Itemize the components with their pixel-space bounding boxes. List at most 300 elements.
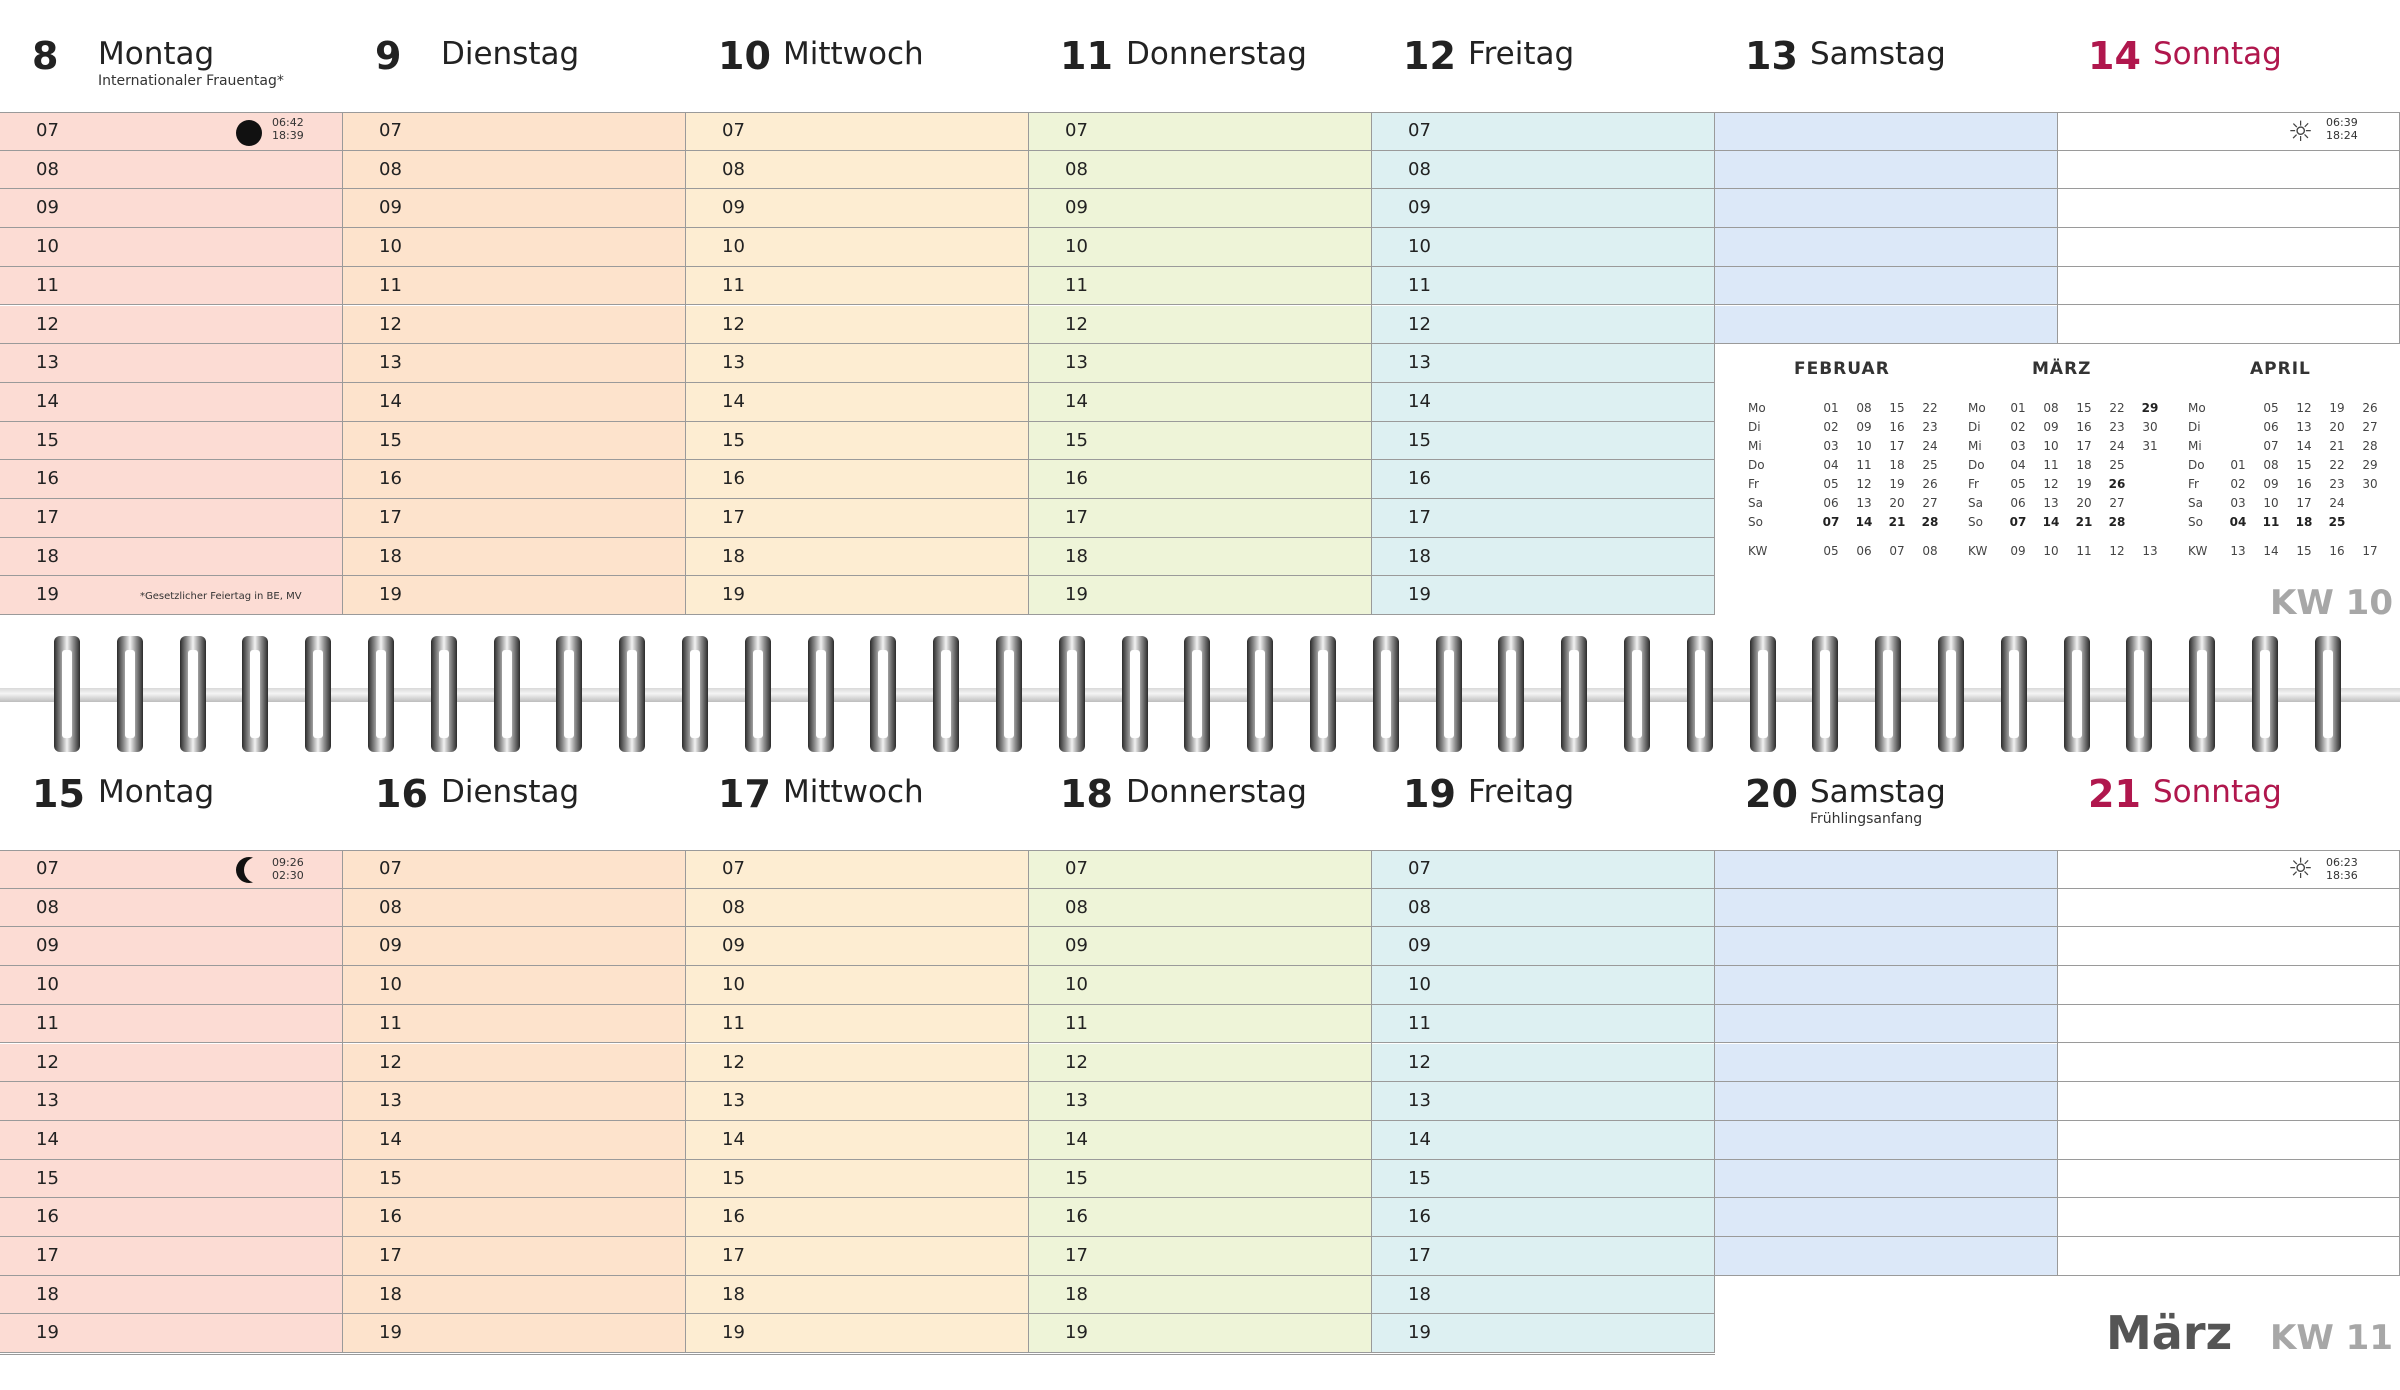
- hour-label: 09: [379, 935, 402, 957]
- time-slot[interactable]: [343, 850, 686, 889]
- hour-label: 16: [1065, 468, 1088, 490]
- time-slot[interactable]: [2058, 1044, 2400, 1083]
- hour-label: 09: [36, 935, 59, 957]
- time-slot[interactable]: [1029, 383, 1372, 422]
- time-slot[interactable]: [1372, 927, 1715, 966]
- time-slot[interactable]: [0, 422, 343, 461]
- mini-calendar-date: 06: [2263, 420, 2279, 434]
- hour-label: 14: [1408, 390, 1431, 412]
- hour-label: 13: [379, 352, 402, 374]
- hour-label: 10: [379, 974, 402, 996]
- time-slot[interactable]: [0, 889, 343, 928]
- mini-calendar-date: 09: [1856, 420, 1872, 434]
- time-slot[interactable]: [1372, 189, 1715, 228]
- time-slot[interactable]: [1029, 1082, 1372, 1121]
- hour-label: 09: [1408, 197, 1431, 219]
- hour-label: 15: [1065, 1167, 1088, 1189]
- time-slot[interactable]: [1029, 966, 1372, 1005]
- hour-label: 19: [1408, 584, 1431, 606]
- time-slot[interactable]: [1715, 850, 2058, 889]
- time-slot[interactable]: [343, 151, 686, 190]
- time-slot[interactable]: [1372, 228, 1715, 267]
- time-slot[interactable]: [343, 576, 686, 615]
- mini-calendar-date: 19: [2329, 401, 2345, 415]
- hour-label: 12: [1065, 313, 1088, 335]
- day-name: Donnerstag: [1126, 36, 1307, 72]
- time-slot[interactable]: [1029, 460, 1372, 499]
- time-slot[interactable]: [686, 422, 1029, 461]
- time-slot[interactable]: [1029, 538, 1372, 577]
- time-slot[interactable]: [686, 576, 1029, 615]
- time-slot[interactable]: [343, 460, 686, 499]
- time-slot[interactable]: [0, 344, 343, 383]
- time-slot[interactable]: [1715, 927, 2058, 966]
- mini-calendar-date: 05: [2263, 401, 2279, 415]
- time-slot[interactable]: [1372, 889, 1715, 928]
- time-slot[interactable]: [1372, 422, 1715, 461]
- time-slot[interactable]: [2058, 966, 2400, 1005]
- kw-value: 05: [1823, 544, 1839, 558]
- time-slot[interactable]: [1029, 1237, 1372, 1276]
- time-slot[interactable]: [1029, 850, 1372, 889]
- time-slot[interactable]: [343, 267, 686, 306]
- time-slot[interactable]: [0, 1276, 343, 1315]
- sunset-time: 18:24: [2326, 129, 2358, 142]
- binding-ring: [1247, 636, 1273, 752]
- weekday-label: Fr: [1968, 477, 1979, 491]
- time-slot[interactable]: [1715, 1160, 2058, 1199]
- hour-label: 18: [379, 545, 402, 567]
- time-slot[interactable]: [686, 538, 1029, 577]
- mini-calendar-date: 01: [2230, 458, 2246, 472]
- mini-calendar-date: 22: [2109, 401, 2125, 415]
- time-slot[interactable]: [0, 1314, 343, 1353]
- time-slot[interactable]: [2058, 927, 2400, 966]
- binding-ring: [117, 636, 143, 752]
- hour-label: 08: [1065, 158, 1088, 180]
- time-slot[interactable]: [0, 1005, 343, 1044]
- time-slot[interactable]: [1372, 1237, 1715, 1276]
- day-header-sonntag: [2058, 0, 2400, 112]
- time-slot[interactable]: [343, 1082, 686, 1121]
- time-slot[interactable]: [1029, 1121, 1372, 1160]
- hour-label: 16: [36, 1206, 59, 1228]
- time-slot[interactable]: [686, 889, 1029, 928]
- weekday-label: So: [2188, 515, 2203, 529]
- time-slot[interactable]: [0, 966, 343, 1005]
- kw-value: 15: [2296, 544, 2312, 558]
- binding-ring: [1498, 636, 1524, 752]
- time-slot[interactable]: [2058, 1121, 2400, 1160]
- time-slot[interactable]: [1715, 228, 2058, 267]
- time-slot[interactable]: [1029, 344, 1372, 383]
- hour-label: 13: [1065, 1090, 1088, 1112]
- hour-label: 10: [1065, 236, 1088, 258]
- hour-label: 08: [36, 896, 59, 918]
- hour-label: 11: [1408, 1012, 1431, 1034]
- mini-calendar-date: 15: [2296, 458, 2312, 472]
- hour-label: 17: [1065, 507, 1088, 528]
- time-slot[interactable]: [1372, 1082, 1715, 1121]
- mini-calendar-date: 09: [2043, 420, 2059, 434]
- time-slot[interactable]: [2058, 1237, 2400, 1276]
- time-slot[interactable]: [686, 1237, 1029, 1276]
- moonset-time: 18:39: [272, 129, 304, 142]
- time-slot[interactable]: [2058, 1005, 2400, 1044]
- time-slot[interactable]: [1029, 576, 1372, 615]
- time-slot[interactable]: [343, 422, 686, 461]
- time-slot[interactable]: [0, 151, 343, 190]
- mini-calendar-date: 06: [2010, 496, 2026, 510]
- day-number: 14: [2088, 34, 2141, 78]
- weekday-label: Sa: [2188, 496, 2203, 510]
- day-number: 12: [1403, 34, 1456, 78]
- time-slot[interactable]: [686, 306, 1029, 345]
- time-slot[interactable]: [2058, 151, 2400, 190]
- time-slot[interactable]: [343, 1044, 686, 1083]
- day-number: 9: [375, 34, 402, 78]
- sunrise-time: 06:23: [2326, 856, 2358, 869]
- time-slot[interactable]: [0, 1160, 343, 1199]
- time-slot[interactable]: [1715, 151, 2058, 190]
- time-slot[interactable]: [1372, 1314, 1715, 1353]
- time-slot[interactable]: [1372, 499, 1715, 538]
- time-slot[interactable]: [343, 1198, 686, 1237]
- time-slot[interactable]: [343, 1237, 686, 1276]
- time-slot[interactable]: [1372, 1198, 1715, 1237]
- hour-label: 12: [1408, 313, 1431, 335]
- day-name: Sonntag: [2153, 774, 2282, 810]
- time-slot[interactable]: [0, 1044, 343, 1083]
- time-slot[interactable]: [1372, 344, 1715, 383]
- kw-value: 08: [1922, 544, 1938, 558]
- hour-label: 14: [1065, 1128, 1088, 1150]
- day-number: 21: [2088, 772, 2141, 816]
- mini-calendar-date: 13: [2043, 496, 2059, 510]
- time-slot[interactable]: [343, 112, 686, 151]
- time-slot[interactable]: [1715, 189, 2058, 228]
- time-slot[interactable]: [1372, 966, 1715, 1005]
- time-slot[interactable]: [1715, 1005, 2058, 1044]
- mini-calendar-date: 18: [1889, 458, 1905, 472]
- time-slot[interactable]: [343, 1276, 686, 1315]
- hour-label: 11: [722, 274, 745, 296]
- mini-calendar-date: 04: [1823, 458, 1839, 472]
- mini-calendar-date: 05: [1823, 477, 1839, 491]
- hour-label: 18: [36, 545, 59, 567]
- mini-calendar-date: 08: [2263, 458, 2279, 472]
- time-slot[interactable]: [1715, 1237, 2058, 1276]
- mini-calendar-date: 24: [2329, 496, 2345, 510]
- mini-calendar-date: 03: [2010, 439, 2026, 453]
- kw-value: 16: [2329, 544, 2345, 558]
- time-slot[interactable]: [1715, 1121, 2058, 1160]
- time-slot[interactable]: [1715, 889, 2058, 928]
- hour-label: 08: [36, 158, 59, 180]
- time-slot[interactable]: [1029, 1314, 1372, 1353]
- time-slot[interactable]: [0, 189, 343, 228]
- time-slot[interactable]: [0, 499, 343, 538]
- time-slot[interactable]: [1372, 151, 1715, 190]
- time-slot[interactable]: [1029, 112, 1372, 151]
- sunrise-time: 06:39: [2326, 116, 2358, 129]
- time-slot[interactable]: [1715, 267, 2058, 306]
- time-slot[interactable]: [1029, 1198, 1372, 1237]
- time-slot[interactable]: [343, 1005, 686, 1044]
- time-slot[interactable]: [686, 850, 1029, 889]
- time-slot[interactable]: [343, 538, 686, 577]
- time-slot[interactable]: [343, 499, 686, 538]
- time-slot[interactable]: [2058, 1198, 2400, 1237]
- moonrise-time: 09:26: [272, 856, 304, 869]
- hour-label: 16: [1065, 1206, 1088, 1228]
- binding-ring: [682, 636, 708, 752]
- weekday-label: Sa: [1748, 496, 1763, 510]
- time-slot[interactable]: [0, 927, 343, 966]
- time-slot[interactable]: [1715, 306, 2058, 345]
- time-slot[interactable]: [343, 1121, 686, 1160]
- hour-label: 09: [36, 197, 59, 219]
- hour-label: 12: [722, 1051, 745, 1073]
- hour-label: 18: [1065, 1283, 1088, 1305]
- time-slot[interactable]: [686, 1314, 1029, 1353]
- time-slot[interactable]: [1715, 1044, 2058, 1083]
- time-slot[interactable]: [1029, 1160, 1372, 1199]
- hour-label: 15: [1065, 429, 1088, 451]
- hour-label: 17: [36, 507, 59, 528]
- time-slot[interactable]: [1372, 1160, 1715, 1199]
- time-slot[interactable]: [686, 1198, 1029, 1237]
- day-name: Dienstag: [441, 36, 580, 72]
- time-slot[interactable]: [686, 228, 1029, 267]
- day-name: Donnerstag: [1126, 774, 1307, 810]
- time-slot[interactable]: [1029, 228, 1372, 267]
- hour-label: 16: [722, 468, 745, 490]
- time-slot[interactable]: [686, 1160, 1029, 1199]
- mini-calendar-date: 15: [1889, 401, 1905, 415]
- time-slot[interactable]: [1029, 267, 1372, 306]
- mini-calendar-date: 27: [2362, 420, 2378, 434]
- time-slot[interactable]: [1715, 1198, 2058, 1237]
- mini-calendar-date: 12: [2043, 477, 2059, 491]
- time-slot[interactable]: [686, 151, 1029, 190]
- mini-calendar-februar: [1746, 359, 1956, 559]
- time-slot[interactable]: [0, 228, 343, 267]
- weekday-label: Fr: [1748, 477, 1759, 491]
- time-slot[interactable]: [686, 267, 1029, 306]
- mini-calendar-title: FEBRUAR: [1794, 359, 1890, 379]
- time-slot[interactable]: [1029, 889, 1372, 928]
- time-slot[interactable]: [686, 189, 1029, 228]
- time-slot[interactable]: [0, 460, 343, 499]
- sun-times: [2326, 116, 2358, 142]
- time-slot[interactable]: [2058, 889, 2400, 928]
- time-slot[interactable]: [686, 112, 1029, 151]
- time-slot[interactable]: [686, 1276, 1029, 1315]
- time-slot[interactable]: [343, 344, 686, 383]
- weekday-label: So: [1748, 515, 1763, 529]
- time-slot[interactable]: [0, 383, 343, 422]
- binding-ring: [2315, 636, 2341, 752]
- hour-label: 13: [1408, 1090, 1431, 1112]
- binding-ring: [368, 636, 394, 752]
- time-slot[interactable]: [1372, 1276, 1715, 1315]
- day-number: 19: [1403, 772, 1456, 816]
- weekday-label: Di: [1968, 420, 1981, 434]
- mini-calendar-date: 30: [2362, 477, 2378, 491]
- binding-ring: [1184, 636, 1210, 752]
- binding-ring: [1875, 636, 1901, 752]
- hour-label: 12: [379, 1051, 402, 1073]
- time-slot[interactable]: [1029, 499, 1372, 538]
- day-number: 18: [1060, 772, 1113, 816]
- binding-ring: [996, 636, 1022, 752]
- hour-label: 07: [1065, 120, 1088, 141]
- time-slot[interactable]: [686, 927, 1029, 966]
- mini-calendar-date: 17: [1889, 439, 1905, 453]
- kw-label: KW: [2188, 544, 2208, 558]
- time-slot[interactable]: [343, 189, 686, 228]
- time-slot[interactable]: [1029, 927, 1372, 966]
- hour-label: 09: [1065, 197, 1088, 219]
- week-11: [0, 738, 2400, 1390]
- hour-label: 07: [1408, 858, 1431, 879]
- bottom-line: [0, 1354, 1715, 1355]
- time-slot[interactable]: [343, 889, 686, 928]
- time-slot[interactable]: [686, 1121, 1029, 1160]
- time-slot[interactable]: [0, 306, 343, 345]
- time-slot[interactable]: [1029, 1005, 1372, 1044]
- weekday-label: Mi: [2188, 439, 2202, 453]
- time-slot[interactable]: [2058, 267, 2400, 306]
- time-slot[interactable]: [1029, 422, 1372, 461]
- time-slot[interactable]: [1715, 1082, 2058, 1121]
- time-slot[interactable]: [0, 267, 343, 306]
- mini-calendar-date: 09: [2263, 477, 2279, 491]
- time-slot[interactable]: [686, 499, 1029, 538]
- mini-calendar-date: 16: [1889, 420, 1905, 434]
- time-slot[interactable]: [2058, 306, 2400, 345]
- time-slot[interactable]: [1372, 850, 1715, 889]
- time-slot[interactable]: [2058, 189, 2400, 228]
- binding-ring: [870, 636, 896, 752]
- time-slot[interactable]: [0, 1082, 343, 1121]
- time-slot[interactable]: [343, 1314, 686, 1353]
- day-name: Samstag: [1810, 774, 1946, 810]
- hour-label: 17: [379, 507, 402, 528]
- time-slot[interactable]: [1372, 1121, 1715, 1160]
- time-slot[interactable]: [343, 927, 686, 966]
- hour-label: 09: [379, 197, 402, 219]
- time-slot[interactable]: [343, 306, 686, 345]
- day-header-dienstag: [343, 0, 686, 112]
- time-slot[interactable]: [1715, 966, 2058, 1005]
- time-slot[interactable]: [1372, 1005, 1715, 1044]
- day-header-donnerstag: [1029, 738, 1372, 850]
- time-slot[interactable]: [0, 538, 343, 577]
- hour-label: 08: [379, 896, 402, 918]
- time-slot[interactable]: [1372, 306, 1715, 345]
- time-slot[interactable]: [1372, 112, 1715, 151]
- time-slot[interactable]: [1715, 112, 2058, 151]
- time-slot[interactable]: [2058, 1082, 2400, 1121]
- time-slot[interactable]: [2058, 228, 2400, 267]
- time-slot[interactable]: [2058, 1160, 2400, 1199]
- time-slot[interactable]: [343, 966, 686, 1005]
- mini-calendar-date: 28: [2362, 439, 2378, 453]
- mini-calendar-date: 23: [1922, 420, 1938, 434]
- binding-ring: [619, 636, 645, 752]
- mini-calendar-date: 02: [2010, 420, 2026, 434]
- time-slot[interactable]: [1372, 538, 1715, 577]
- mini-calendar-title: MÄRZ: [2032, 359, 2092, 379]
- time-slot[interactable]: [343, 228, 686, 267]
- mini-calendar-date: 16: [2296, 477, 2312, 491]
- mini-calendar-date: 22: [2329, 458, 2345, 472]
- mini-calendar-date: 07: [2263, 439, 2279, 453]
- hour-label: 11: [379, 274, 402, 296]
- time-slot[interactable]: [686, 1082, 1029, 1121]
- mini-calendar-date: 10: [2263, 496, 2279, 510]
- time-slot[interactable]: [686, 383, 1029, 422]
- time-slot[interactable]: [1372, 267, 1715, 306]
- mini-calendar-date: 10: [2043, 439, 2059, 453]
- mini-calendar-date: 13: [1856, 496, 1872, 510]
- hour-label: 11: [36, 1012, 59, 1034]
- mini-calendar-date: 11: [2043, 458, 2059, 472]
- binding-ring: [933, 636, 959, 752]
- time-slot[interactable]: [1372, 383, 1715, 422]
- hour-label: 12: [36, 313, 59, 335]
- time-slot[interactable]: [343, 1160, 686, 1199]
- mini-calendar-date: 20: [1889, 496, 1905, 510]
- day-name: Dienstag: [441, 774, 580, 810]
- mini-calendar-date: 14: [1855, 515, 1873, 529]
- mini-calendar-date: 18: [2076, 458, 2092, 472]
- time-slot[interactable]: [0, 1121, 343, 1160]
- time-slot[interactable]: [1029, 1276, 1372, 1315]
- mini-calendar-date: 21: [1888, 515, 1906, 529]
- mini-calendar-date: 02: [2230, 477, 2246, 491]
- time-slot[interactable]: [0, 1198, 343, 1237]
- time-slot[interactable]: [686, 1044, 1029, 1083]
- time-slot[interactable]: [1029, 1044, 1372, 1083]
- time-slot[interactable]: [1029, 151, 1372, 190]
- time-slot[interactable]: [686, 1005, 1029, 1044]
- hour-label: 19: [36, 584, 59, 606]
- mini-calendar-date: 15: [2076, 401, 2092, 415]
- hour-label: 10: [1408, 974, 1431, 996]
- mini-calendar-date: 27: [2109, 496, 2125, 510]
- time-slot[interactable]: [1372, 460, 1715, 499]
- time-slot[interactable]: [1029, 189, 1372, 228]
- time-slot[interactable]: [686, 966, 1029, 1005]
- time-slot[interactable]: [0, 1237, 343, 1276]
- hour-label: 09: [1065, 935, 1088, 957]
- time-slot[interactable]: [686, 344, 1029, 383]
- time-slot[interactable]: [343, 383, 686, 422]
- hour-label: 19: [1065, 584, 1088, 606]
- binding-ring: [180, 636, 206, 752]
- sun-icon: ☼: [2288, 115, 2314, 148]
- mini-calendar-date: 23: [2109, 420, 2125, 434]
- time-slot[interactable]: [1029, 306, 1372, 345]
- time-slot[interactable]: [1372, 1044, 1715, 1083]
- mini-calendar-date: 01: [1823, 401, 1839, 415]
- first-quarter-moon-icon: [244, 857, 270, 883]
- time-slot[interactable]: [686, 460, 1029, 499]
- time-slot[interactable]: [1372, 576, 1715, 615]
